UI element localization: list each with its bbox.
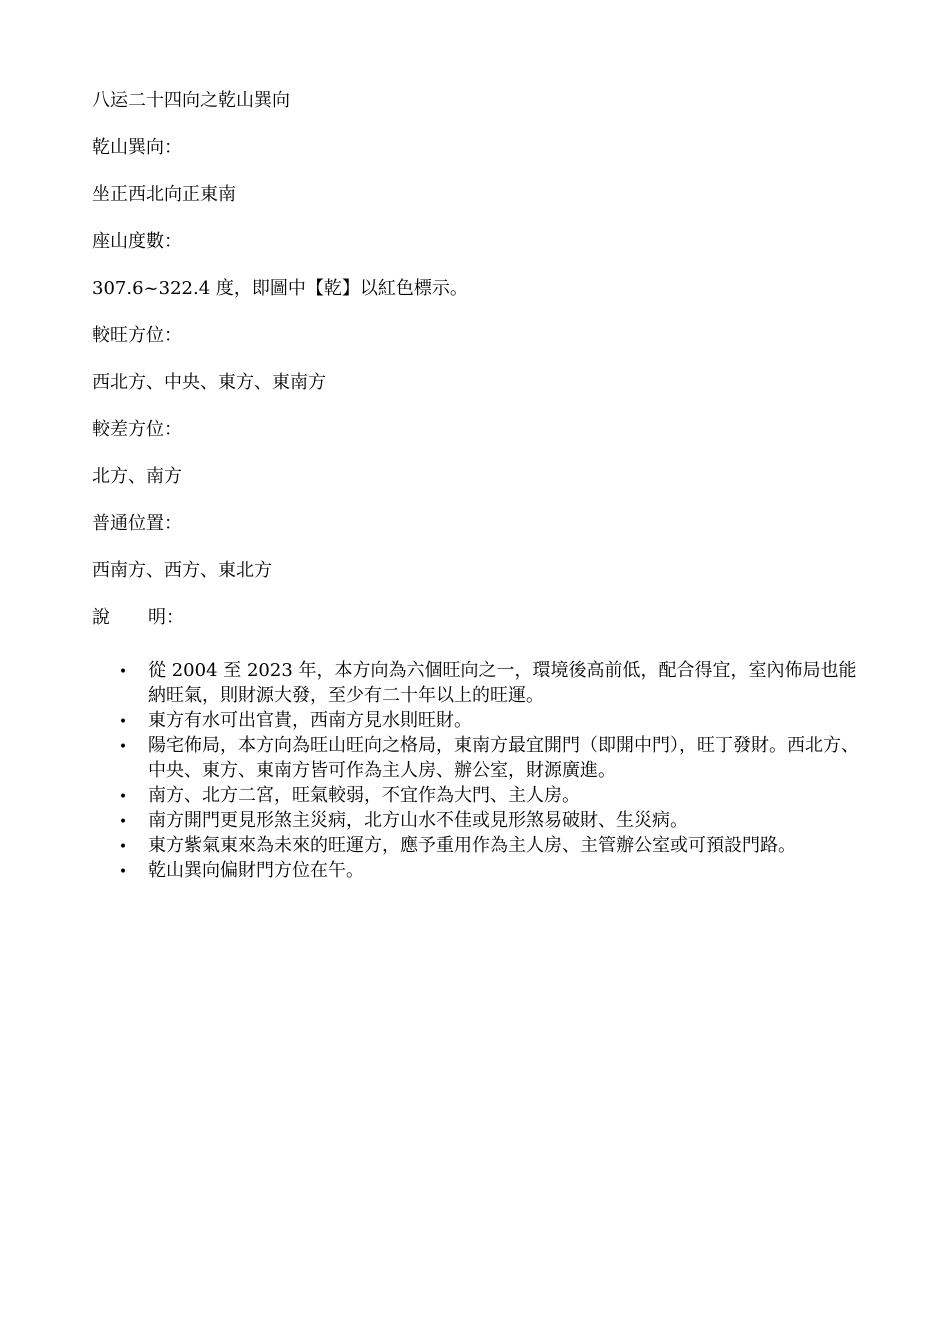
explain-label-part2: 明： <box>148 607 184 628</box>
explain-label-part1: 說 <box>92 607 110 628</box>
bullet-icon: • <box>118 814 128 830</box>
weak-label: 較差方位： <box>92 419 182 440</box>
list-item <box>118 733 860 783</box>
list-item <box>118 833 860 858</box>
document-title: 八运二十四向之乾山巽向 <box>92 90 290 111</box>
document-page <box>92 88 872 881</box>
orientation-text: 坐正西北向正東南 <box>92 184 236 205</box>
note-text: 南方、北方二宮，旺氣較弱，不宜作為大門、主人房。 <box>148 785 580 806</box>
notes-list <box>118 658 860 883</box>
degree-value: 307.6~322.4 度，即圖中【乾】以紅色標示。 <box>92 278 468 299</box>
section-name-label: 乾山巽向： <box>92 137 182 158</box>
bullet-icon: • <box>118 789 128 805</box>
list-item <box>118 658 860 708</box>
note-text: 東方有水可出官貴，西南方見水則旺財。 <box>148 710 472 731</box>
list-item <box>118 858 860 883</box>
note-text: 南方開門更見形煞主災病，北方山水不佳或見形煞易破財、生災病。 <box>148 810 688 831</box>
note-text: 東方紫氣東來為未來的旺運方，應予重用作為主人房、主管辦公室或可預設門路。 <box>148 835 796 856</box>
bullet-icon: • <box>118 864 128 880</box>
prosperous-value: 西北方、中央、東方、東南方 <box>92 372 326 393</box>
bullet-icon: • <box>118 739 128 755</box>
note-text: 乾山巽向偏財門方位在午。 <box>148 860 364 881</box>
normal-label: 普通位置： <box>92 513 182 534</box>
weak-value: 北方、南方 <box>92 466 182 487</box>
note-text: 從 2004 至 2023 年，本方向為六個旺向之一，環境後高前低，配合得宜，室內佈局也能納旺氣，則財源大發，至少有二十年以上的旺運。 <box>148 660 857 706</box>
bullet-icon: • <box>118 839 128 855</box>
list-item <box>118 808 860 833</box>
explain-label <box>92 605 872 631</box>
degree-label: 座山度數： <box>92 231 182 252</box>
prosperous-label: 較旺方位： <box>92 325 182 346</box>
normal-value: 西南方、西方、東北方 <box>92 560 272 581</box>
list-item <box>118 783 860 808</box>
list-item <box>118 708 860 733</box>
bullet-icon: • <box>118 664 128 680</box>
bullet-icon: • <box>118 714 128 730</box>
note-text: 陽宅佈局，本方向為旺山旺向之格局，東南方最宜開門（即開中門），旺丁發財。西北方、中央、東方、東南方皆可作為主人房、辦公室，財源廣進。 <box>148 735 859 781</box>
